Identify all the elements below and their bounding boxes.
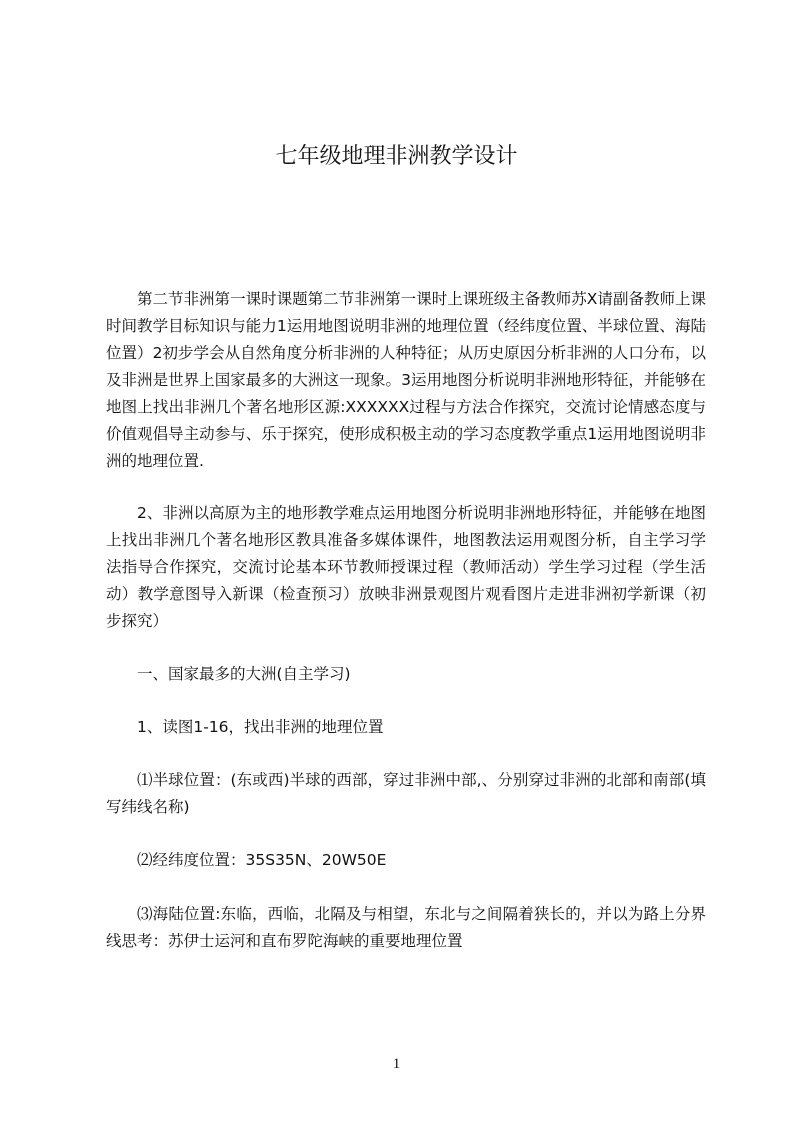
subsection-heading: 1、读图1-16，找出非洲的地理位置 xyxy=(137,718,384,736)
paragraph-key-points: 2、非洲以高原为主的地形教学难点运用地图分析说明非洲地形特征，并能够在地图上找出非洲几个著名地形区教具准备多媒体课件，地图教法运用观图分析，自主学习学法指导合作探究，交流讨论基本环节教师授课过程（教师活动）学生学习过程（学生活动）教学意图导入新课（检查预习）放映非洲景观图片观看图片走进非洲初学新课（初步探究） xyxy=(106,504,706,630)
list-item-latlong-position: ⑵经纬度位置：35S35N、20W50E xyxy=(137,851,387,869)
document-title: 七年级地理非洲教学设计 xyxy=(275,144,518,169)
section-heading: 一、国家最多的大洲(自主学习) xyxy=(137,665,351,683)
page-number: 1 xyxy=(392,1056,401,1072)
list-item-hemisphere-position: ⑴半球位置：(东或西)半球的西部，穿过非洲中部,、分别穿过非洲的北部和南部(填写纬线名称) xyxy=(106,771,706,816)
paragraph-lesson-overview: 第二节非洲第一课时课题第二节非洲第一课时上课班级主备教师苏X请副备教师上课时间教学目标知识与能力1运用地图说明非洲的地理位置（经纬度位置、半球位置、海陆位置）2初步学会从自然角度分析非洲的人种特征；从历史原因分析非洲的人口分布，以及非洲是世界上国家最多的大洲这一现象。3运用地图分析说明非洲地形特征，并能够在地图上找出非洲几个著名地形区源:XXXXXX过程与方法合作探究，交流讨论情感态度与价值观倡导主动参与、乐于探究，使形成积极主动的学习态度教学重点1运用地图说明非洲的地理位置. xyxy=(106,290,706,470)
list-item-land-sea-position: ⑶海陆位置:东临，西临，北隔及与相望，东北与之间隔着狭长的，并以为路上分界线思考：苏伊士运河和直布罗陀海峡的重要地理位置 xyxy=(106,905,706,950)
